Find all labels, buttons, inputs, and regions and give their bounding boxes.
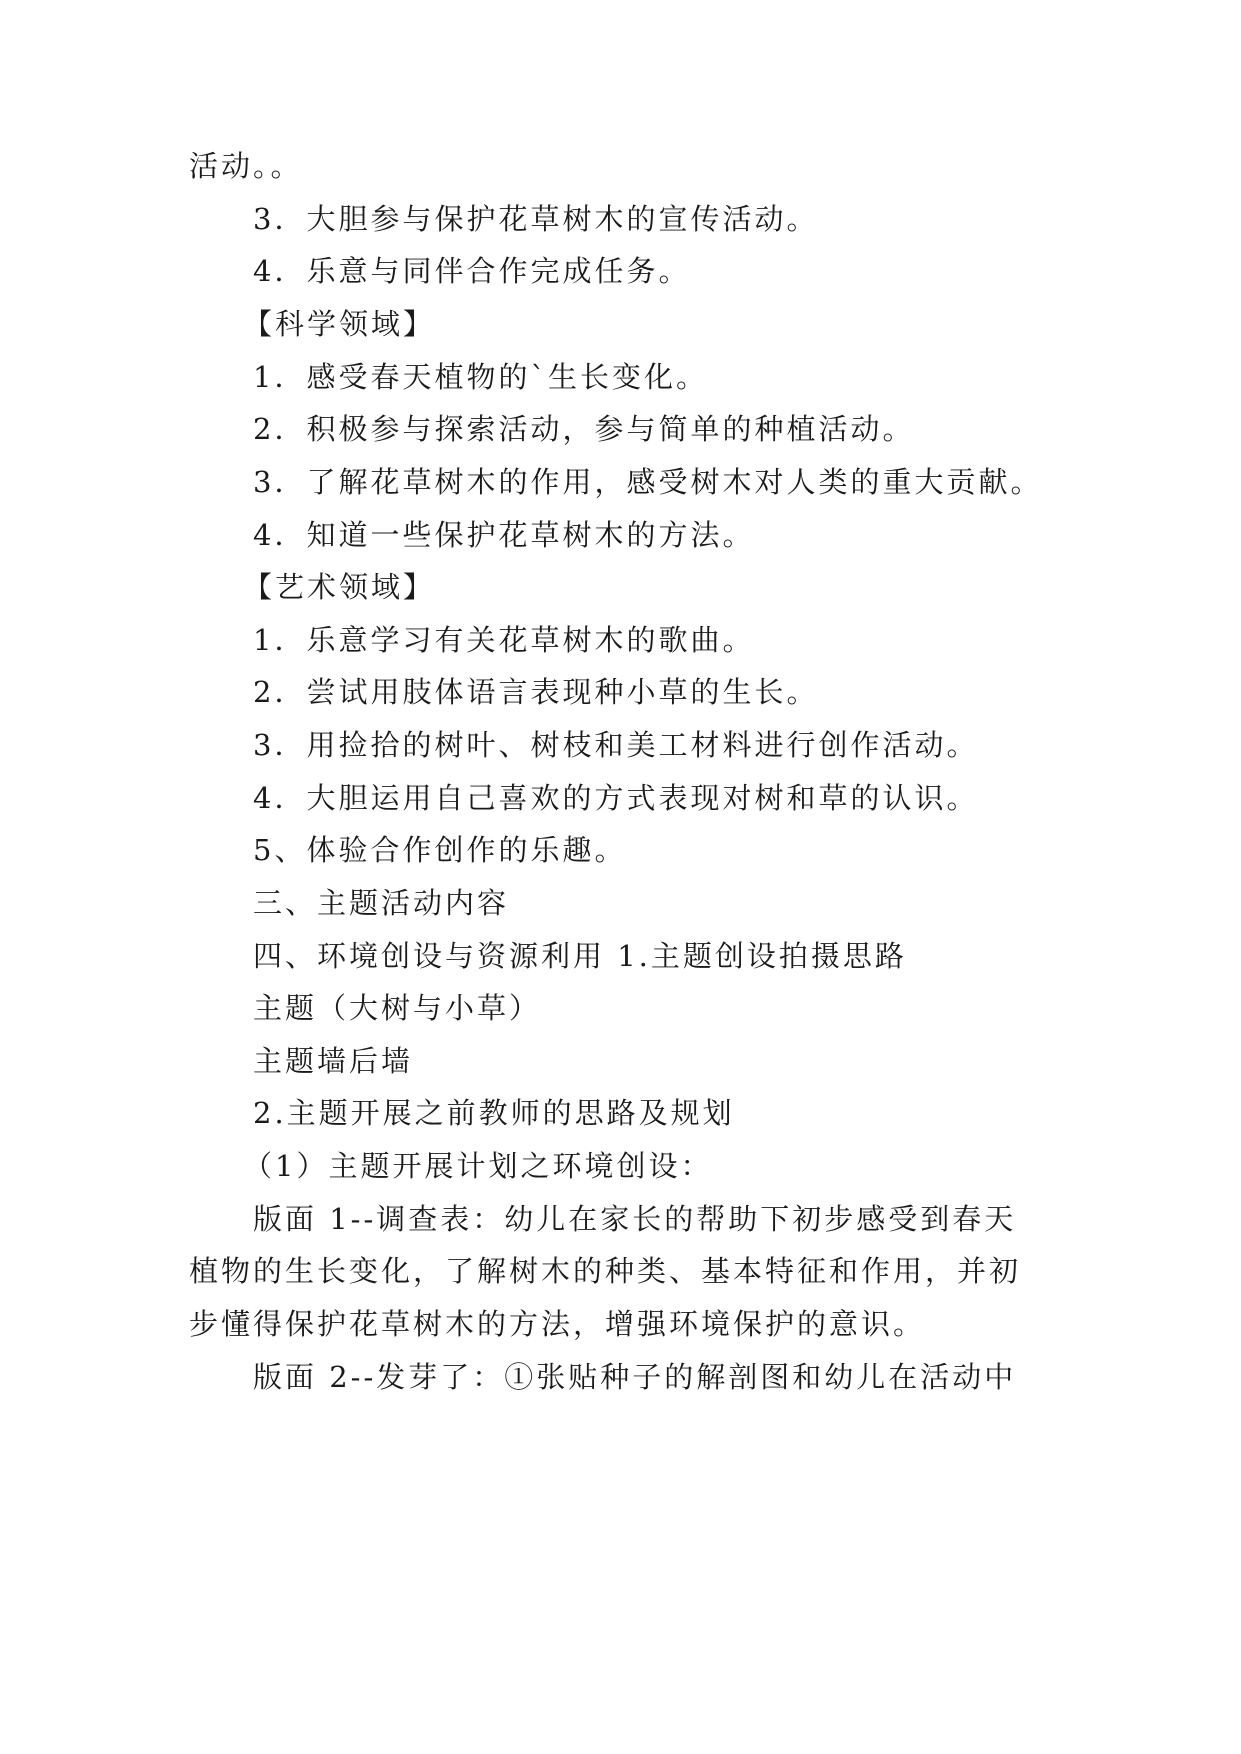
section-heading-art: 【艺术领域】 (243, 570, 436, 604)
section-heading: 三、主题活动内容 (253, 886, 510, 920)
list-item: 1．乐意学习有关花草树木的歌曲。 (253, 623, 755, 657)
list-item: 1．感受春天植物的`生长变化。 (253, 360, 708, 394)
paragraph-line: 步懂得保护花草树木的方法，增强环境保护的意识。 (189, 1307, 926, 1341)
list-item: 4．知道一些保护花草树木的方法。 (253, 518, 755, 552)
paragraph-line: 版面 1--调查表：幼儿在家长的帮助下初步感受到春天 (253, 1202, 1017, 1236)
text-line: 活动。。 (189, 149, 303, 183)
list-item: 4．大胆运用自己喜欢的方式表现对树和草的认识。 (253, 781, 979, 815)
paragraph-line: 植物的生长变化，了解树木的种类、基本特征和作用，并初 (189, 1254, 1022, 1288)
list-item: 3．用捡拾的树叶、树枝和美工材料进行创作活动。 (253, 728, 979, 762)
subsection-heading: （1）主题开展计划之环境创设： (243, 1149, 713, 1183)
text-line: 2.主题开展之前教师的思路及规划 (253, 1096, 735, 1130)
paragraph-line: 版面 2--发芽了：①张贴种子的解剖图和幼儿在活动中 (253, 1360, 1017, 1394)
list-item: 3．大胆参与保护花草树木的宣传活动。 (253, 202, 819, 236)
text-line: 主题墙后墙 (253, 1044, 414, 1078)
list-item: 2．尝试用肢体语言表现种小草的生长。 (253, 675, 819, 709)
list-item: 4．乐意与同伴合作完成任务。 (253, 254, 691, 288)
list-item: 2．积极参与探索活动，参与简单的种植活动。 (253, 412, 915, 446)
text-line: 主题（大树与小草） (253, 991, 542, 1025)
section-heading-science: 【科学领域】 (243, 307, 436, 341)
section-heading: 四、环境创设与资源利用 1.主题创设拍摄思路 (253, 939, 907, 973)
list-item: 3．了解花草树木的作用，感受树木对人类的重大贡献。 (253, 465, 1043, 499)
list-item: 5、体验合作创作的乐趣。 (253, 833, 627, 867)
